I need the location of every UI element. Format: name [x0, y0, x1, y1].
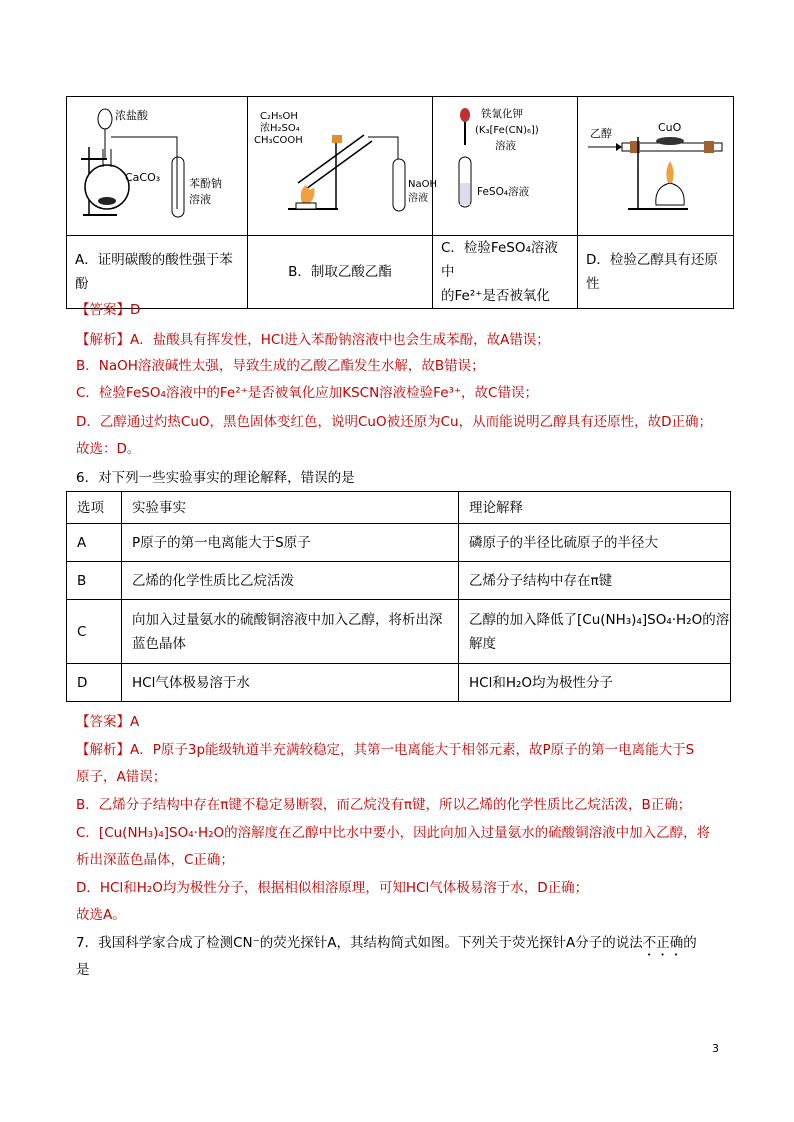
svg-text:FeSO₄溶液: FeSO₄溶液 — [477, 186, 530, 198]
svg-text:CuO: CuO — [658, 121, 682, 134]
figure-b-cell — [248, 97, 437, 236]
svg-text:C₂H₅OH: C₂H₅OH — [260, 111, 298, 122]
caption-a: A．证明碳酸的酸性强于苯 酚 — [67, 236, 248, 309]
apparatus-d-image — [578, 97, 733, 231]
q6-choice: 故选A。 — [76, 907, 126, 923]
figure-d-cell — [578, 97, 734, 236]
svg-text:溶液: 溶液 — [189, 193, 211, 206]
q5-answer: 【答案】D — [76, 302, 141, 318]
q6-analysis-b: B．乙烯分子结构中存在π键不稳定易断裂，而乙烷没有π键，所以乙烯的化学性质比乙烷活泼，B正确； — [76, 797, 692, 813]
q6-question: 6．对下列一些实验事实的理论解释，错误的是 — [76, 470, 355, 486]
q6-row-a-option: A — [67, 524, 122, 562]
q6-row-a-explanation: 磷原子的半径比硫原子的半径大 — [459, 524, 731, 562]
svg-text:苯酚钠: 苯酚钠 — [189, 177, 222, 190]
caption-d: D．检验乙醇具有还原 性 — [578, 236, 734, 309]
q6-row-b-fact: 乙烯的化学性质比乙烷活泼 — [122, 562, 459, 600]
q6-table — [66, 491, 731, 702]
q5-choice: 故选：D。 — [76, 441, 141, 457]
q6-header-fact: 实验事实 — [122, 492, 459, 524]
q6-header-option: 选项 — [67, 492, 122, 524]
svg-text:CH₃COOH: CH₃COOH — [254, 135, 303, 146]
q6-row-d-explanation: HCl和H₂O均为极性分子 — [459, 664, 731, 702]
apparatus-b-image — [248, 97, 437, 231]
q6-row-d-option: D — [67, 664, 122, 702]
q7-emphasis: 不正确 — [642, 935, 684, 951]
figure-c-cell — [433, 97, 578, 236]
q6-row-b-option: B — [67, 562, 122, 600]
figure-a-cell — [67, 97, 248, 236]
q6-row-c-option: C — [67, 600, 122, 664]
q5-options-table — [66, 96, 734, 309]
caption-b: B．制取乙酸乙酯 — [248, 236, 433, 309]
q5-analysis-a: 【解析】A．盐酸具有挥发性，HCl进入苯酚钠溶液中也会生成苯酚，故A错误； — [76, 332, 550, 348]
page-number: 3 — [712, 1042, 719, 1055]
svg-text:乙醇: 乙醇 — [590, 127, 612, 140]
svg-text:CaCO₃: CaCO₃ — [125, 171, 161, 184]
svg-text:溶液: 溶液 — [495, 140, 516, 152]
q6-analysis-c-line1: C．[Cu(NH₃)₄]SO₄·H₂O的溶解度在乙醇中比水中要小，因此向加入过量氨水的硫酸铜溶液中加入乙醇，将 — [76, 825, 711, 841]
svg-text:溶液: 溶液 — [408, 193, 428, 204]
q6-analysis-c-line2: 析出深蓝色晶体，C正确； — [76, 852, 234, 868]
q6-analysis-d: D．HCl和H₂O均为极性分子，根据相似相溶原理，可知HCl气体极易溶于水，D正确； — [76, 880, 589, 896]
q6-row-d-fact: HCl气体极易溶于水 — [122, 664, 459, 702]
svg-text:浓盐酸: 浓盐酸 — [115, 109, 148, 122]
q6-row-a-fact: P原子的第一电离能大于S原子 — [122, 524, 459, 562]
svg-text:NaOH: NaOH — [408, 179, 437, 190]
q7-question-line1: 7．我国科学家合成了检测CN⁻的荧光探针A，其结构简式如图。下列关于荧光探针A分子的说法不正确的 — [76, 935, 697, 951]
q5-analysis-d: D．乙醇通过灼热CuO，黑色固体变红色，说明CuO被还原为Cu，从而能说明乙醇具有还原性，故D正确； — [76, 414, 712, 430]
q6-row-c-explanation: 乙醇的加入降低了[Cu(NH₃)₄]SO₄·H₂O的溶 解度 — [459, 600, 731, 664]
apparatus-a-image — [67, 97, 247, 231]
q6-row-c-fact: 向加入过量氨水的硫酸铜溶液中加入乙醇，将析出深 蓝色晶体 — [122, 600, 459, 664]
q6-row-b-explanation: 乙烯分子结构中存在π键 — [459, 562, 731, 600]
apparatus-c-image — [433, 97, 577, 231]
q6-header-explanation: 理论解释 — [459, 492, 731, 524]
q5-analysis-c: C．检验FeSO₄溶液中的Fe²⁺是否被氧化应加KSCN溶液检验Fe³⁺，故C错误； — [76, 385, 538, 401]
svg-text:铁氰化钾: 铁氰化钾 — [481, 108, 523, 120]
q6-analysis-a-line1: 【解析】A．P原子3p能级轨道半充满较稳定，其第一电离能大于相邻元素，故P原子的第一电离能大于S — [76, 742, 695, 758]
svg-text:(K₃[Fe(CN)₆]): (K₃[Fe(CN)₆]) — [475, 125, 539, 136]
q7-question-line2: 是 — [76, 962, 90, 978]
caption-c: C．检验FeSO₄溶液中 的Fe²⁺是否被氧化 — [433, 236, 578, 309]
q6-answer: 【答案】A — [76, 714, 140, 730]
q5-analysis-b: B．NaOH溶液碱性太强，导致生成的乙酸乙酯发生水解，故B错误； — [76, 358, 485, 374]
q6-analysis-a-line2: 原子，A错误； — [76, 769, 167, 785]
svg-text:浓H₂SO₄: 浓H₂SO₄ — [260, 123, 300, 134]
